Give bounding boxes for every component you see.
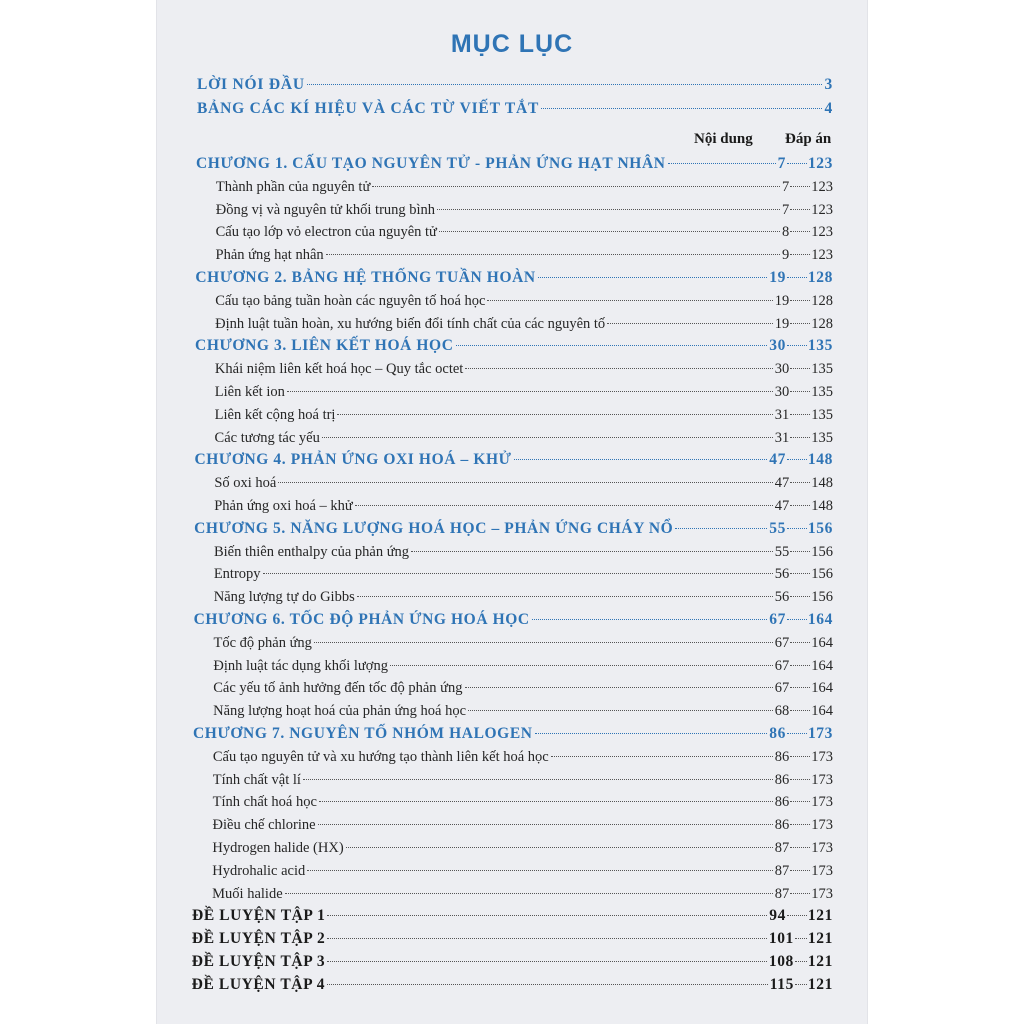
dot-leader [465, 687, 773, 688]
entry-label: ĐỀ LUYỆN TẬP 4 [191, 975, 326, 993]
section-row [212, 837, 833, 859]
content-page: 7 [781, 178, 790, 195]
dot-leader-answer [790, 756, 810, 757]
section-row [213, 791, 833, 813]
dot-leader-answer [790, 368, 810, 369]
dot-leader [372, 186, 780, 187]
dot-leader-answer [790, 801, 810, 802]
chapter-row [195, 335, 833, 357]
section-row [213, 700, 833, 722]
entry-label: ĐỀ LUYỆN TẬP 3 [191, 953, 326, 970]
section-row [212, 860, 833, 882]
dot-leader-answer [790, 642, 810, 643]
entry-label: ĐỀ LUYỆN TẬP 2 [191, 930, 326, 948]
dot-leader-answer [790, 596, 810, 597]
answer-page: 128 [811, 315, 833, 332]
dot-leader-answer [787, 733, 807, 734]
entry-label: Năng lượng hoạt hoá của phản ứng hoá học [213, 703, 467, 720]
answer-page: 123 [807, 155, 833, 172]
dot-leader [551, 756, 773, 757]
dot-leader-answer [787, 277, 807, 278]
entry-label: CHƯƠNG 4. PHẢN ỨNG OXI HOÁ – KHỬ [194, 451, 512, 469]
entry-label: Liên kết ion [214, 384, 285, 400]
answer-page: 164 [811, 680, 833, 697]
page-title: MỤC LỤC [450, 30, 574, 58]
dot-leader [346, 847, 773, 848]
dot-leader [487, 300, 772, 301]
content-page: 86 [774, 817, 790, 834]
content-page: 56 [774, 566, 790, 583]
dot-leader [456, 345, 768, 346]
answer-page: 173 [811, 794, 833, 811]
entry-label: Đồng vị và nguyên tử khối trung bình [215, 201, 436, 218]
content-page: 67 [774, 680, 790, 697]
dot-leader-answer [790, 870, 810, 871]
content-page: 87 [774, 840, 790, 856]
answer-page: 121 [807, 975, 833, 993]
section-row [216, 176, 833, 198]
section-row [216, 221, 833, 243]
entry-label: Liên kết cộng hoá trị [214, 406, 336, 423]
content-page: 31 [774, 406, 790, 423]
content-page: 55 [774, 543, 790, 560]
entry-label: Phản ứng oxi hoá – khử [214, 498, 353, 514]
entry-label: Hydrohalic acid [212, 862, 306, 879]
dot-leader [263, 573, 773, 574]
dot-leader [514, 459, 768, 460]
dot-leader-answer [787, 619, 807, 620]
dot-leader [668, 163, 776, 164]
entry-label: Muối halide [212, 885, 283, 902]
chapter-row [194, 518, 833, 540]
dot-leader [285, 893, 773, 894]
entry-label: Thành phần của nguyên tử [215, 178, 371, 195]
answer-page: 173 [811, 771, 833, 788]
toc-page [157, 0, 867, 1024]
dot-leader [287, 391, 773, 392]
entry-label: Phản ứng hạt nhân [215, 247, 324, 264]
front-matter-page: 3 [824, 76, 833, 93]
dot-leader [465, 368, 772, 369]
entry-label: Năng lượng tự do Gibbs [213, 589, 355, 606]
front-matter-page: 4 [824, 100, 833, 117]
answer-page: 173 [811, 817, 833, 834]
dot-leader [327, 984, 768, 985]
answer-page: 123 [811, 178, 833, 195]
content-page: 31 [774, 429, 790, 446]
dot-leader [318, 824, 773, 825]
dot-leader [326, 254, 780, 255]
practice-row [192, 951, 833, 973]
dot-leader-answer [790, 300, 810, 301]
column-header-answer: Đáp án [785, 131, 832, 147]
dot-leader [538, 277, 768, 278]
dot-leader-answer [790, 231, 810, 232]
section-row [215, 290, 833, 312]
entry-label: Điều chế chlorine [212, 817, 316, 834]
dot-leader-answer [787, 459, 807, 460]
answer-page: 164 [811, 634, 833, 651]
dot-leader [307, 870, 772, 871]
dot-leader [437, 209, 780, 210]
entry-label: Entropy [213, 566, 261, 583]
dot-leader-answer [787, 528, 807, 529]
answer-page: 156 [811, 566, 833, 583]
answer-page: 156 [807, 519, 833, 537]
dot-leader-answer [790, 665, 810, 666]
dot-leader [307, 84, 823, 85]
answer-page: 173 [811, 862, 833, 879]
section-row [213, 814, 833, 836]
content-page: 7 [777, 155, 786, 172]
dot-leader-answer [790, 254, 810, 255]
entry-label: CHƯƠNG 3. LIÊN KẾT HOÁ HỌC [195, 337, 454, 355]
entry-label: Số oxi hoá [214, 475, 277, 492]
entry-label: CHƯƠNG 5. NĂNG LƯỢNG HOÁ HỌC – PHẢN ỨNG CHÁY NỔ [194, 519, 674, 537]
dot-leader-answer [790, 779, 810, 780]
dot-leader [327, 961, 767, 962]
section-row [216, 199, 833, 221]
dot-leader-answer [790, 893, 810, 894]
dot-leader [319, 801, 773, 802]
practice-row [192, 974, 833, 996]
content-page: 47 [769, 451, 786, 469]
answer-page: 148 [807, 451, 833, 469]
dot-leader-answer [790, 437, 810, 438]
entry-label: CHƯƠNG 1. CẤU TẠO NGUYÊN TỬ - PHẢN ỨNG HẠT NHÂN [196, 155, 666, 172]
answer-page: 128 [811, 292, 833, 309]
dot-leader [535, 733, 768, 734]
dot-leader-answer [790, 482, 810, 483]
answer-page: 164 [811, 657, 833, 674]
dot-leader-answer [787, 345, 807, 346]
content-page: 101 [768, 930, 794, 948]
content-page: 8 [781, 224, 790, 241]
answer-page: 135 [811, 361, 833, 378]
content-page: 115 [769, 975, 794, 993]
content-page: 108 [768, 953, 794, 970]
entry-label: Cấu tạo bảng tuần hoàn các nguyên tố hoá học [215, 292, 486, 309]
chapter-row [196, 153, 833, 175]
section-row [213, 677, 833, 699]
dot-leader-answer [787, 915, 807, 916]
section-row [215, 358, 833, 380]
section-row [216, 244, 833, 266]
section-row [212, 883, 833, 905]
dot-leader-answer [787, 163, 807, 164]
answer-page: 135 [811, 406, 833, 423]
content-page: 67 [774, 657, 790, 674]
answer-page: 128 [807, 269, 833, 286]
content-page: 19 [769, 269, 786, 286]
content-page: 67 [769, 611, 786, 628]
entry-label: Tính chất vật lí [212, 771, 301, 788]
section-row [214, 541, 833, 563]
section-row [215, 427, 833, 449]
content-page: 56 [774, 589, 790, 606]
entry-label: CHƯƠNG 6. TỐC ĐỘ PHẢN ỨNG HOÁ HỌC [193, 611, 530, 628]
dot-leader-answer [790, 847, 810, 848]
dot-leader [327, 938, 767, 939]
content-page: 47 [774, 475, 790, 492]
dot-leader-answer [790, 414, 810, 415]
dot-leader [278, 482, 772, 483]
dot-leader [357, 596, 773, 597]
content-page: 30 [774, 361, 790, 378]
entry-label: Biến thiên enthalpy của phản ứng [213, 543, 410, 560]
answer-page: 123 [811, 224, 833, 241]
answer-page: 148 [811, 475, 833, 492]
entry-label: Các yếu tố ảnh hưởng đến tốc độ phản ứng [213, 680, 463, 697]
section-row [214, 586, 833, 608]
section-row [213, 632, 833, 654]
section-row [214, 472, 833, 494]
dot-leader-answer [790, 323, 810, 324]
content-page: 55 [769, 519, 786, 537]
entry-label: Tính chất hoá học [212, 794, 317, 811]
entry-label: Định luật tác dụng khối lượng [213, 657, 388, 674]
content-page: 68 [774, 703, 790, 720]
dot-leader-answer [790, 824, 810, 825]
column-header-content: Nội dung [694, 131, 753, 147]
dot-leader-answer [795, 961, 807, 962]
entry-label: ĐỀ LUYỆN TẬP 1 [192, 907, 326, 925]
front-matter-row [197, 74, 833, 96]
answer-page: 164 [807, 611, 833, 628]
dot-leader [327, 915, 767, 916]
content-page: 86 [774, 794, 790, 811]
answer-page: 173 [811, 748, 833, 765]
content-page: 87 [774, 862, 790, 879]
dot-leader [390, 665, 773, 666]
chapter-row [193, 723, 833, 745]
entry-label: Khái niệm liên kết hoá học – Quy tắc octet [214, 361, 464, 378]
entry-label: CHƯƠNG 7. NGUYÊN TỐ NHÓM HALOGEN [193, 725, 533, 742]
dot-leader [468, 710, 773, 711]
dot-leader [411, 551, 773, 552]
content-page: 87 [774, 885, 790, 902]
answer-page: 121 [807, 907, 833, 925]
dot-leader [541, 108, 822, 109]
practice-row [192, 928, 833, 950]
dot-leader-answer [795, 938, 807, 939]
section-row [213, 655, 833, 677]
entry-label: Tốc độ phản ứng [213, 634, 312, 651]
chapter-row [195, 267, 833, 289]
content-page: 19 [774, 315, 790, 332]
content-page: 94 [769, 907, 786, 925]
section-row [213, 746, 833, 768]
dot-leader [439, 231, 780, 232]
entry-label: Định luật tuần hoàn, xu hướng biến đổi tính chất của các nguyên tố [215, 315, 606, 332]
answer-page: 173 [807, 725, 833, 742]
dot-leader-answer [790, 505, 810, 506]
answer-page: 123 [811, 247, 833, 264]
content-page: 9 [781, 247, 790, 264]
content-page: 67 [774, 634, 790, 651]
answer-page: 121 [807, 953, 833, 970]
dot-leader-answer [790, 573, 810, 574]
dot-leader-answer [790, 710, 810, 711]
content-page: 86 [774, 748, 790, 765]
section-row [214, 563, 833, 585]
entry-label: Cấu tạo lớp vỏ electron của nguyên tử [215, 224, 437, 241]
practice-row [192, 905, 833, 927]
dot-leader [337, 414, 772, 415]
dot-leader [607, 323, 773, 324]
dot-leader [303, 779, 773, 780]
content-page: 47 [774, 498, 790, 514]
content-page: 30 [774, 384, 790, 400]
chapter-row [194, 449, 833, 471]
front-matter-row [197, 98, 833, 120]
entry-label: Cấu tạo nguyên tử và xu hướng tạo thành liên kết hoá học [212, 748, 549, 765]
answer-page: 156 [811, 543, 833, 560]
entry-label: CHƯƠNG 2. BẢNG HỆ THỐNG TUẦN HOÀN [195, 269, 536, 286]
content-page: 86 [774, 771, 790, 788]
section-row [214, 495, 833, 517]
content-page: 19 [774, 292, 790, 309]
answer-page: 121 [807, 930, 833, 948]
entry-label: Hydrogen halide (HX) [212, 840, 344, 856]
dot-leader [355, 505, 773, 506]
content-page: 7 [781, 201, 790, 218]
dot-leader-answer [795, 984, 807, 985]
answer-page: 173 [811, 840, 833, 856]
section-row [213, 769, 833, 791]
answer-page: 135 [811, 429, 833, 446]
front-matter-label: BẢNG CÁC KÍ HIỆU VÀ CÁC TỪ VIẾT TẮT [197, 100, 540, 117]
dot-leader-answer [790, 186, 810, 187]
dot-leader [314, 642, 773, 643]
dot-leader-answer [790, 687, 810, 688]
answer-page: 148 [811, 498, 833, 514]
answer-page: 123 [811, 201, 833, 218]
dot-leader [322, 437, 773, 438]
front-matter-label: LỜI NÓI ĐẦU [197, 76, 305, 93]
answer-page: 135 [807, 337, 833, 355]
dot-leader [532, 619, 768, 620]
dot-leader-answer [790, 391, 810, 392]
chapter-row [194, 609, 833, 631]
answer-page: 156 [811, 589, 833, 606]
answer-page: 164 [811, 703, 833, 720]
section-row [215, 381, 833, 403]
dot-leader-answer [790, 209, 810, 210]
section-row [215, 313, 833, 335]
content-page: 86 [769, 725, 786, 742]
dot-leader [675, 528, 767, 529]
answer-page: 135 [811, 384, 833, 400]
content-page: 30 [769, 337, 786, 355]
entry-label: Các tương tác yếu [214, 429, 320, 446]
dot-leader-answer [790, 551, 810, 552]
answer-page: 173 [811, 885, 833, 902]
section-row [215, 404, 833, 426]
